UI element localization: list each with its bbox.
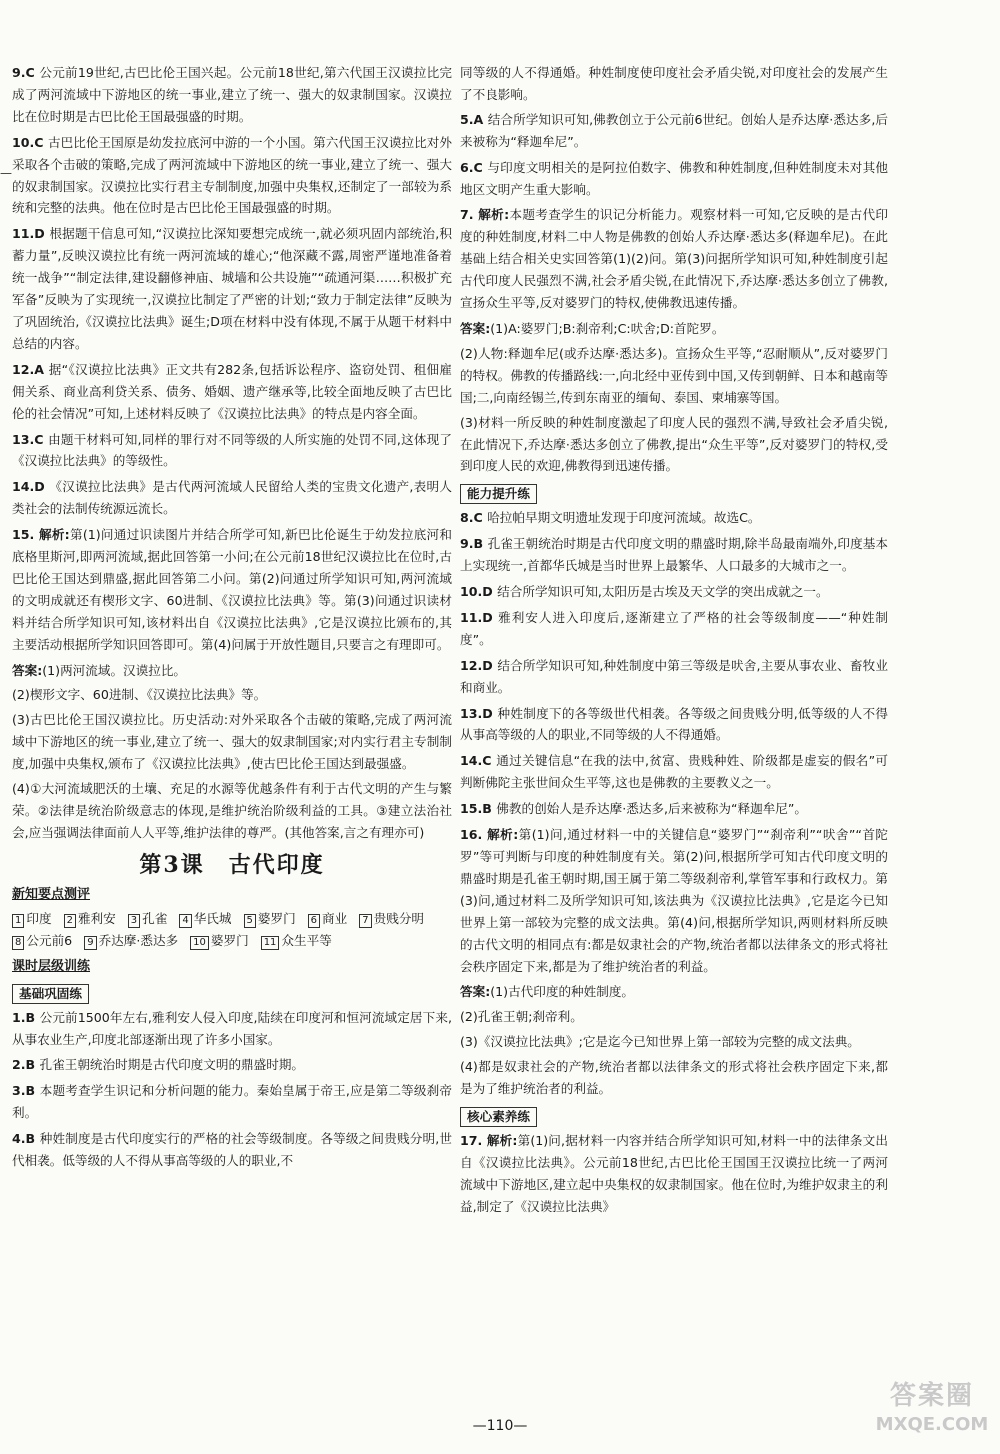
item-number: 14.D xyxy=(12,479,50,495)
item-text: 孔雀王朝统治时期是古代印度文明的鼎盛时期,除半岛最南端外,印度基本上实现统一,首都华氏城是当时世界上最繁华、人口最多的大城市之一。 xyxy=(460,536,888,574)
answer-item xyxy=(12,476,452,520)
item-text: 公元前1500年左右,雅利安人侵入印度,陆续在印度河和恒河流域定居下来,从事农业生产,印度北部逐渐出现了许多小国家。 xyxy=(12,1009,453,1047)
item-text: 本题考查学生识记和分析问题的能力。秦始皇属于帝王,应是第二等级刹帝利。 xyxy=(12,1083,452,1121)
keypoint-item: 1 印度 xyxy=(12,911,52,926)
answer-item xyxy=(12,1128,452,1172)
answer-item xyxy=(12,62,452,128)
answer-label: 答案: xyxy=(12,662,43,678)
item-text: 第(1)问通过识读图片并结合所学可知,新巴比伦诞生于幼发拉底河和底格里斯河,即两河流域,据此回答第一小问;在公元前18世纪汉谟拉比在位时,古巴比伦王国达到鼎盛,据此回答第二小问。第(2)问通过所学知识可知,两河流域的文明成就还有楔形文字、60进制、《汉谟拉比法典》等。第(3)问通过识读材料并结合所学知识可知,该材料出自《汉谟拉比法典》,它是汉谟拉比颁布的,其主要活动根据所学知识回答即可。第(4)问属于开放性题目,只要言之有理即可。 xyxy=(12,527,452,652)
answer-part: (3)《汉谟拉比法典》;它是迄今已知世界上第一部较为完整的成文法典。 xyxy=(460,1034,860,1050)
item-text: 第(1)问,据材料一内容并结合所学知识可知,材料一中的法律条文出自《汉谟拉比法典》。公元前18世纪,古巴比伦王国国王汉谟拉比统一了两河流域中下游地区,建立起中央集权的奴隶制国家。他在位时,为维护奴隶主的利益,制定了《汉谟拉比法典》 xyxy=(460,1132,888,1214)
answer-item xyxy=(12,524,452,655)
answer-item xyxy=(460,703,888,747)
keypoint-item: 2 雅利安 xyxy=(64,911,116,926)
answer-item xyxy=(460,750,888,794)
item-number: 14.C xyxy=(460,753,497,769)
item-number: 1.B xyxy=(12,1009,40,1025)
keypoint-item: 7 贵贱分明 xyxy=(359,911,424,926)
q16-answer xyxy=(460,981,888,1100)
new-knowledge-heading: 新知要点测评 xyxy=(12,886,91,902)
answer-part: (2)楔形文字、60进制、《汉谟拉比法典》等。 xyxy=(12,687,267,703)
watermark-logo: 答案圈 MXQE.COM xyxy=(875,1381,989,1435)
analysis-label: 解析: xyxy=(486,1132,518,1148)
analysis-label: 解析: xyxy=(487,827,519,843)
answer-item xyxy=(12,132,452,220)
basic-section-label: 基础巩固练 xyxy=(12,984,89,1004)
answer-part: (2)人物:释迦牟尼(或乔达摩·悉达多)。宣扬众生平等,“忍耐顺从”,反对婆罗门的特权。佛教的传播路线:一,向北经中亚传到中国,又传到朝鲜、日本和越南等国;二,向南经锡兰,传到东南亚的缅甸、泰国、柬埔寨等国。 xyxy=(460,345,888,405)
item-text: 结合所学知识可知,佛教创立于公元前6世纪。创始人是乔达摩·悉达多,后来被称为“释迦牟尼”。 xyxy=(460,111,888,149)
answer-item xyxy=(12,1007,452,1051)
answer-part: (3)古巴比伦王国汉谟拉比。历史活动:对外采取各个击破的策略,完成了两河流域中下游地区的统一事业,建立了统一、强大的奴隶制国家;对内实行君主专制制度,加强中央集权,颁布了《汉谟拉比法典》,使古巴比伦王国达到最强盛。 xyxy=(12,712,452,772)
item-text: 古巴比伦王国原是幼发拉底河中游的一个小国。第六代国王汉谟拉比对外采取各个击破的策略,完成了两河流域中下游地区的统一事业,建立了统一、强大的奴隶制国家。汉谟拉比实行君主专制制度,加强中央集权,还制定了一部较为系统和完整的法典。他在位时是古巴比伦王国最强盛的时期。 xyxy=(12,134,453,216)
answer-item xyxy=(12,429,452,473)
keypoint-item: 11 众生平等 xyxy=(261,933,332,948)
analysis-label: 解析: xyxy=(38,527,70,543)
item-number: 15. xyxy=(12,527,39,543)
answer-part: (3)材料一所反映的种姓制度激起了印度人民的强烈不满,导致社会矛盾尖锐,在此情况下,乔达摩·悉达多创立了佛教,提出“众生平等”,反对婆罗门的特权,受到印度人民的欢迎,佛教得到迅速传播。 xyxy=(460,414,888,474)
analysis-label: 解析: xyxy=(478,207,510,223)
item-number: 8.C xyxy=(460,510,488,526)
q15-answer xyxy=(12,660,452,844)
answer-item xyxy=(460,109,888,153)
answer-part: 答案:(1)两河流域。汉谟拉比。 xyxy=(12,662,187,678)
answer-item xyxy=(12,1054,452,1076)
keypoint-item: 5 婆罗门 xyxy=(244,911,296,926)
item-number: 12.A xyxy=(12,361,49,377)
item-text: 《汉谟拉比法典》是古代两河流域人民留给人类的宝贵文化遗产,表明人类社会的法制传统源远流长。 xyxy=(12,479,452,517)
item-number: 6.C xyxy=(460,159,488,175)
item-text: 与印度文明相关的是阿拉伯数字、佛教和种姓制度,但种姓制度未对其他地区文明产生重大影响。 xyxy=(460,159,888,197)
item-text: 种姓制度下的各等级世代相袭。各等级之间贵贱分明,低等级的人不得从事高等级的人的职业,不同等级的人不得通婚。 xyxy=(460,705,888,743)
item-number: 16. xyxy=(460,827,488,843)
keypoint-item: 3 孔雀 xyxy=(128,911,168,926)
item-text: 第(1)问,通过材料一中的关键信息“婆罗门”“刹帝利”“吠舍”“首陀罗”等可判断与印度的种姓制度有关。第(2)问,根据所学可知古代印度文明的鼎盛时期是孔雀王朝时期,国王属于第二等级刹帝利,掌管军事和行政权力。第(3)问,通过材料二及所学知识可知,该法典为《汉谟拉比法典》,它是迄今已知世界上第一部较为完整的成文法典。第(4)问,根据所学知识,两则材料所反映的古代文明的相同点有:都是奴隶社会的产物,统治者都以法律条文的形式将社会秩序固定下来,都是为了维护统治者的利益。 xyxy=(460,827,888,974)
answer-item xyxy=(460,507,888,529)
item-text: 佛教的创始人是乔达摩·悉达多,后来被称为“释迦牟尼”。 xyxy=(496,801,808,817)
item-text: 公元前19世纪,古巴比伦王国兴起。公元前18世纪,第六代国王汉谟拉比完成了两河流域中下游地区的统一事业,建立了统一、强大的奴隶制国家。汉谟拉比在位时期是古巴比伦王国最强盛的时期。 xyxy=(12,65,452,124)
item-text: 据“《汉谟拉比法典》正文共有282条,包括诉讼程序、盗窃处罚、租佃雇佣关系、商业高利贷关系、债务、婚姻、遗产继承等,比较全面地反映了古巴比伦的社会情况”可知,上述材料反映了《汉谟拉比法典》的特点是内容全面。 xyxy=(12,361,452,421)
answer-part: (4)①大河流域肥沃的土壤、充足的水源等优越条件有利于古代文明的产生与繁荣。②法律是统治阶级意志的体现,是维护统治阶级利益的工具。③建立法治社会,应当强调法律面前人人平等,维护法律的尊严。(其他答案,言之有理亦可) xyxy=(12,781,452,840)
item-text: 哈拉帕早期文明遗址发现于印度河流域。故选C。 xyxy=(487,510,761,526)
item-number: 15.B xyxy=(460,801,497,817)
answer-label: 答案: xyxy=(460,984,491,1000)
item-text: 结合所学知识可知,太阳历是古埃及天文学的突出成就之一。 xyxy=(497,584,829,600)
answer-item xyxy=(12,1080,452,1124)
answer-item xyxy=(460,824,888,977)
item-number: 3.B xyxy=(12,1083,40,1099)
item-number: 10.C xyxy=(12,134,48,150)
item-number: 13.D xyxy=(460,705,498,721)
item-number: 7. xyxy=(460,207,479,223)
answer-item xyxy=(460,607,888,651)
page-number: —110— xyxy=(472,1418,528,1434)
item-text: 种姓制度是古代印度实行的严格的社会等级制度。各等级之间贵贱分明,世代相袭。低等级的人不得从事高等级的人的职业,不 xyxy=(12,1131,452,1169)
answer-item xyxy=(460,204,888,314)
item-number: 13.C xyxy=(12,431,49,447)
item-number: 5.A xyxy=(460,111,488,127)
answer-item xyxy=(460,581,888,603)
item-number: 9.C xyxy=(12,65,40,80)
keypoint-item: 9 乔达摩·悉达多 xyxy=(84,933,178,948)
left-column xyxy=(12,62,452,1176)
item-text: 通过关键信息“在我的法中,贫富、贵贱种姓、阶级都是虚妄的假名”可判断佛陀主张世间众生平等,这也是佛教的主要教义之一。 xyxy=(460,753,888,791)
keypoint-item: 8 公元前6 xyxy=(12,933,72,948)
item-text: 结合所学知识可知,种姓制度中第三等级是吠舍,主要从事农业、畜牧业和商业。 xyxy=(460,657,888,695)
item-text: 本题考查学生的识记分析能力。观察材料一可知,它反映的是古代印度的种姓制度,材料二中人物是佛教的创始人乔达摩·悉达多(释迦牟尼)。在此基础上结合相关史实回答第(1)(2)问。第(3)问据所学知识可知,种姓制度引起古代印度人民强烈不满,社会矛盾尖锐,在此情况下,乔达摩·悉达多创立了佛教,宣扬众生平等,反对婆罗门的特权,使佛教迅速传播。 xyxy=(460,207,888,311)
answer-item xyxy=(460,157,888,201)
answer-part: (2)孔雀王朝;刹帝利。 xyxy=(460,1009,583,1025)
answer-part: 答案:(1)古代印度的种姓制度。 xyxy=(460,984,635,1000)
ability-section-label: 能力提升练 xyxy=(460,484,537,504)
item-number: 2.B xyxy=(12,1057,40,1073)
item-text: 根据题干信息可知,“汉谟拉比深知要想完成统一,就必须巩固内部统治,积蓄力量”,反映汉谟拉比有统一两河流域的雄心;“他深藏不露,周密严谨地准备着统一战争”“制定法律,建设翻修神庙、城墙和公共设施”“疏通河渠……积极扩充军备”反映为了实现统一,汉谟拉比制定了严密的计划;“致力于制定法律”反映为了巩固统治,《汉谟拉比法典》诞生;D项在材料中没有体现,不属于从题干材料中总结的内容。 xyxy=(12,226,452,351)
answer-part: 答案:(1)A:婆罗门;B:刹帝利;C:吠舍;D:首陀罗。 xyxy=(460,320,725,336)
item-number: 11.D xyxy=(12,226,50,242)
keypoint-item: 10 婆罗门 xyxy=(190,933,249,948)
answer-item xyxy=(12,359,452,425)
answer-item xyxy=(460,798,888,820)
core-section-label: 核心素养练 xyxy=(460,1107,537,1127)
answer-item xyxy=(460,533,888,577)
continued-text: 同等级的人不得通婚。种姓制度使印度社会矛盾尖锐,对印度社会的发展产生了不良影响。 xyxy=(460,65,888,102)
item-text: 孔雀王朝统治时期是古代印度文明的鼎盛时期。 xyxy=(39,1057,304,1073)
answer-item xyxy=(12,223,452,354)
q7-answer xyxy=(460,318,888,477)
keypoints-list xyxy=(12,908,452,952)
answer-part: (4)都是奴隶社会的产物,统治者都以法律条文的形式将社会秩序固定下来,都是为了维护统治者的利益。 xyxy=(460,1059,888,1097)
answer-item xyxy=(460,1130,888,1218)
item-number: 4.B xyxy=(12,1131,40,1147)
margin-dash: — xyxy=(0,166,12,180)
item-number: 12.D xyxy=(460,657,498,673)
item-text: 雅利安人进入印度后,逐渐建立了严格的社会等级制度——“种姓制度”。 xyxy=(460,609,888,647)
keypoint-item: 6 商业 xyxy=(308,911,348,926)
item-text: 由题干材料可知,同样的罪行对不同等级的人所实施的处罚不同,这体现了《汉谟拉比法典》的等级性。 xyxy=(12,431,452,469)
answer-item xyxy=(460,655,888,699)
practice-heading: 课时层级训练 xyxy=(12,958,91,974)
answer-label: 答案: xyxy=(460,320,491,336)
item-number: 10.D xyxy=(460,584,498,600)
item-number: 17. xyxy=(460,1132,487,1148)
item-number: 9.B xyxy=(460,536,488,552)
lesson-title: 第3课 古代印度 xyxy=(139,851,325,878)
right-column xyxy=(460,62,888,1222)
keypoint-item: 4 华氏城 xyxy=(179,911,231,926)
item-number: 11.D xyxy=(460,609,499,625)
